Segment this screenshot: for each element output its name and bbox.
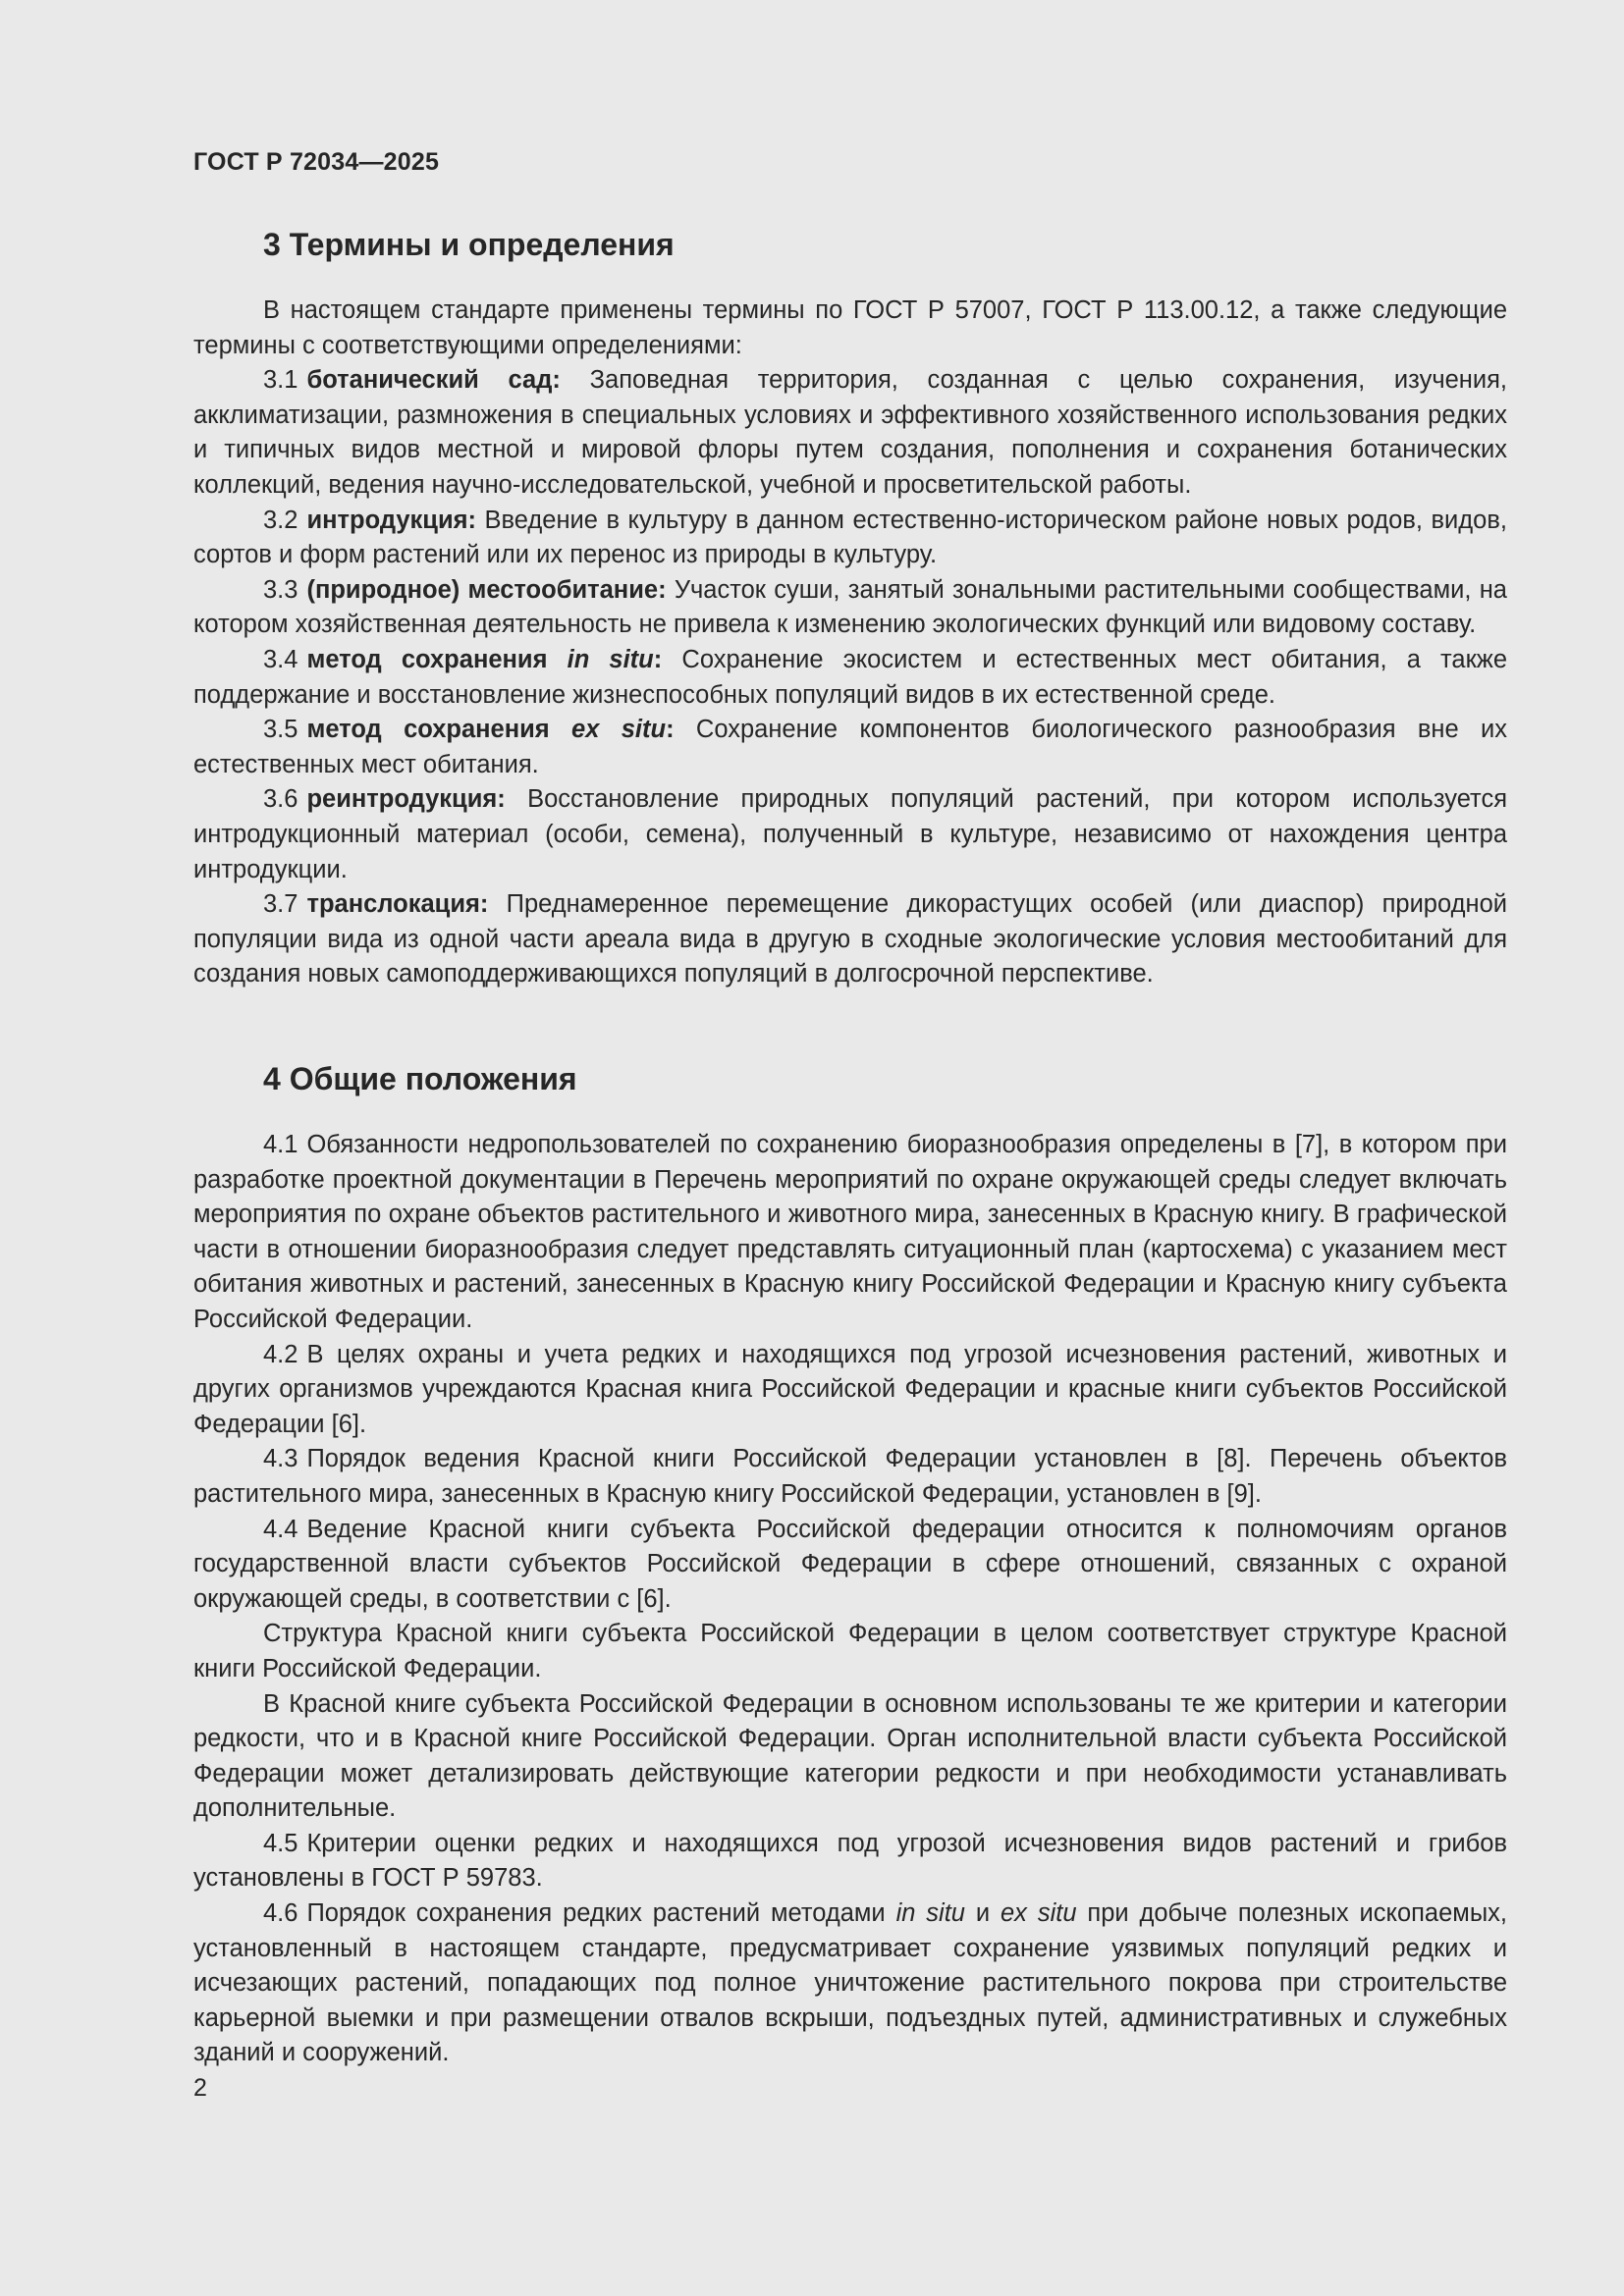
term-definition: Заповедная территория, созданная с целью сохранения, изучения, акклиматизации, размножения в специальных условиях и эффективного хозяйственного использования редких и типичных видов местной и мировой флоры путем создания, пополнения и сохранения ботанических коллекций, ведения научно-исследовательской, учебной и просветительской работы.	[193, 366, 1508, 499]
term-definition: Восстановление природных популяций растений, при котором используется интродукционный материал (особи, семена), полученный в культуре, независимо от нахождения центра интродукции.	[193, 785, 1507, 883]
clause-text: Критерии оценки редких и находящихся под угрозой исчезновения видов растений и грибов установлены в ГОСТ Р 59783.	[193, 1829, 1507, 1893]
term-name-prefix: метод сохранения	[306, 716, 572, 744]
term-3-2	[193, 504, 1507, 573]
term-number: 3.7	[263, 890, 298, 919]
clause-4-4-paragraph-3: В Красной книге субъекта Российской Федерации в основном использованы те же критерии и категории редкости, что и в Красной книге Российской Федерации. Орган исполнительной власти субъекта Российской Федерации может детализировать действующие категории редкости и при необходимости устанавливать дополнительные.	[193, 1689, 1507, 1823]
term-3-6	[193, 782, 1507, 887]
term-3-5	[193, 713, 1507, 782]
term-name-colon: :	[666, 716, 675, 744]
term-number: 3.4	[263, 645, 298, 673]
section-4-heading: 4 Общие положения	[263, 1061, 577, 1096]
section-4	[193, 1056, 1507, 2071]
clause-text-part: Порядок сохранения редких растений методами	[306, 1899, 896, 1928]
term-name: транслокация:	[306, 890, 489, 919]
term-name	[306, 716, 674, 743]
clause-text: Порядок ведения Красной книги Российской Федерации установлен в [8]. Перечень объектов растительного мира, занесенных в Красную книгу Российской Федерации, установлен в [9].	[193, 1445, 1507, 1508]
term-name: интродукция:	[306, 506, 477, 534]
term-number: 3.6	[263, 785, 298, 814]
term-name: (природное) местообитание:	[306, 575, 667, 604]
term-name-latin: ex situ	[571, 716, 667, 744]
clause-number: 4.1	[263, 1131, 298, 1158]
clause-4-2	[193, 1338, 1507, 1443]
clause-text: Обязанности недропользователей по сохранению биоразнообразия определены в [7], в котором при разработке проектной документации в Перечень мероприятий по охране окружающей среды следует включать мероприятия по охране объектов растительного и животного мира, занесенных в Красную книгу. В графической части в отношении биоразнообразия следует представлять ситуационный план (картосхема) с указанием мест обитания животных и растений, занесенных в Красную книгу Российской Федерации и Красную книгу субъекта Российской Федерации.	[193, 1131, 1507, 1333]
clause-text-part: при добыче полезных ископаемых, установленный в настоящем стандарте, предусматривает сохранение уязвимых популяций редких и исчезающих растений, попадающих под полное уничтожение растительного покрова при строительстве карьерной выемки и при размещении отвалов вскрыши, подъездных путей, административных и служебных зданий и сооружений.	[193, 1899, 1507, 2067]
term-name-prefix: метод сохранения	[306, 645, 568, 673]
clause-latin-term: in situ	[895, 1899, 965, 1928]
section-3-heading: 3 Термины и определения	[263, 227, 675, 262]
clause-4-3	[193, 1442, 1507, 1512]
section-3-intro: В настоящем стандарте применены термины по ГОСТ Р 57007, ГОСТ Р 113.00.12, а также следующие термины с соответствующими определениями:	[193, 296, 1507, 359]
clause-number: 4.5	[263, 1829, 298, 1857]
clause-text: Ведение Красной книги субъекта Российской федерации относится к полномочиям органов государственной власти субъектов Российской Федерации в сфере отношений, связанных с охраной окружающей среды, в соответствии с [6].	[193, 1515, 1507, 1613]
term-3-1	[193, 363, 1507, 503]
term-definition: Сохранение экосистем и естественных мест обитания, а также поддержание и восстановление жизнеспособных популяций видов в их естественной среде.	[193, 645, 1507, 709]
page-number: 2	[193, 2074, 207, 2102]
term-number: 3.5	[263, 716, 298, 744]
section-3	[193, 222, 1507, 992]
term-name	[306, 646, 662, 673]
clause-number: 4.2	[263, 1340, 298, 1368]
term-3-4	[193, 643, 1507, 713]
clause-number: 4.6	[263, 1899, 298, 1928]
document-code-header: ГОСТ Р 72034—2025	[193, 148, 440, 176]
clause-4-5	[193, 1827, 1507, 1896]
term-name-latin: in situ	[567, 645, 654, 673]
clause-text-part: и	[964, 1899, 1001, 1928]
term-definition: Введение в культуру в данном естественно-историческом районе новых родов, видов, сортов и форм растений или их перенос из природы в культуру.	[193, 506, 1507, 569]
clause-4-4-paragraph-2: Структура Красной книги субъекта Российской Федерации в целом соответствует структуре Красной книги Российской Федерации.	[193, 1620, 1507, 1682]
term-definition: Участок суши, занятый зональными растительными сообществами, на котором хозяйственная деятельность не привела к изменению экологических функций или видовому составу.	[193, 575, 1507, 639]
term-3-3	[193, 573, 1507, 643]
clause-text: В целях охраны и учета редких и находящихся под угрозой исчезновения растений, животных и других организмов учреждаются Красная книга Российской Федерации и красные книги субъектов Российской Федерации [6].	[193, 1340, 1507, 1438]
term-name: ботанический сад:	[306, 366, 561, 395]
clause-latin-term: ex situ	[1001, 1899, 1077, 1928]
clause-number: 4.4	[263, 1515, 298, 1543]
term-number: 3.2	[263, 506, 298, 534]
clause-4-1	[193, 1128, 1507, 1338]
term-name-colon: :	[653, 645, 663, 673]
term-definition: Преднамеренное перемещение дикорастущих особей (или диаспор) природной популяции вида из одной части ареала вида в другую в сходные экологические условия местообитаний для создания новых самоподдерживающихся популяций в долгосрочной перспективе.	[193, 890, 1507, 988]
term-definition: Сохранение компонентов биологического разнообразия вне их естественных мест обитания.	[193, 716, 1507, 778]
term-name: реинтродукция:	[306, 785, 506, 814]
clause-4-4	[193, 1513, 1507, 1618]
clause-number: 4.3	[263, 1445, 298, 1473]
term-number: 3.3	[263, 575, 298, 604]
term-number: 3.1	[263, 366, 298, 395]
term-3-7	[193, 887, 1507, 992]
clause-4-6	[193, 1896, 1507, 2071]
